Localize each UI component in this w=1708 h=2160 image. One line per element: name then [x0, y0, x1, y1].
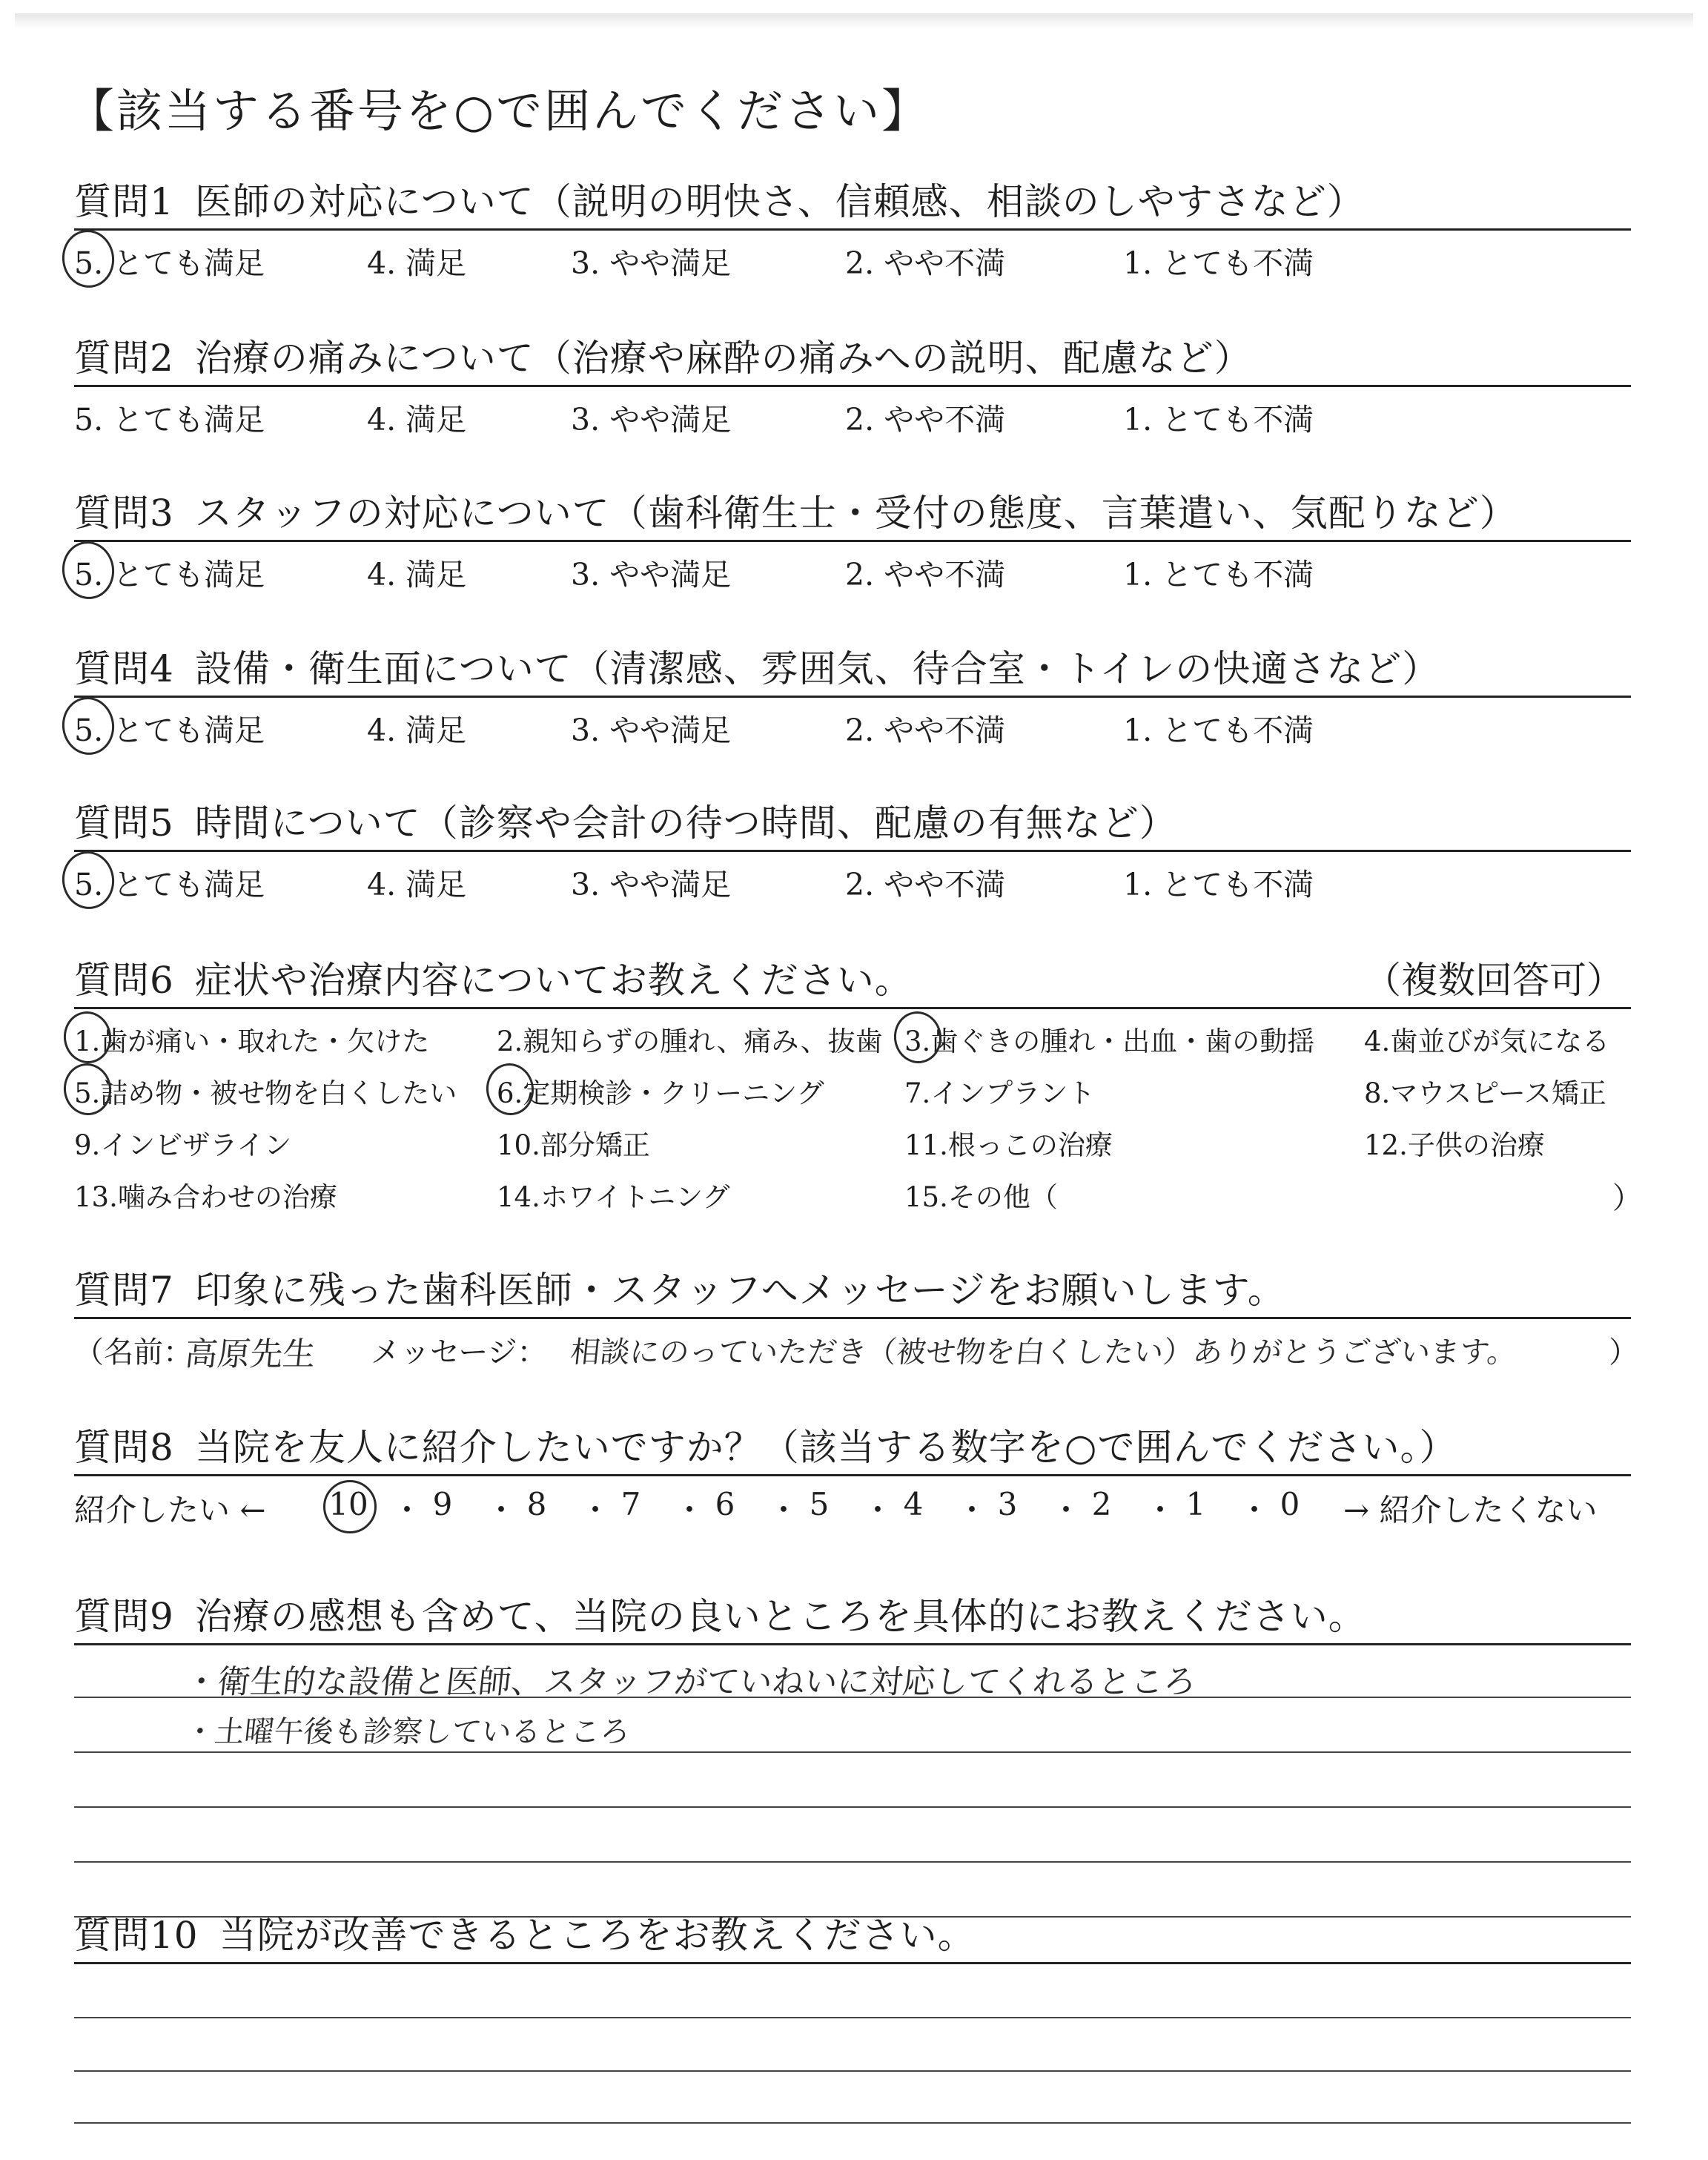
- rule: [74, 1474, 1631, 1476]
- symptom-option-8[interactable]: 8.マウスピース矯正: [1364, 1077, 1606, 1109]
- question-3-title: 質問3 スタッフの対応について（歯科衛生士・受付の態度、言葉遣い、気配りなど）: [74, 492, 1517, 535]
- rating-option-5[interactable]: 5. とても満足: [74, 239, 265, 283]
- rating-option-2[interactable]: 2. やや不満: [845, 867, 1006, 902]
- answer-line: [74, 1697, 1631, 1698]
- rating-option-2[interactable]: 2. やや不満: [845, 402, 1006, 437]
- message-value: 相談にのっていただき（被せ物を白くしたい）ありがとうございます。: [569, 1335, 1519, 1370]
- rating-option-3[interactable]: 3. やや満足: [571, 867, 732, 902]
- symptom-option-3[interactable]: 3.歯ぐきの腫れ・出血・歯の動揺: [904, 1019, 1314, 1059]
- rule: [74, 850, 1631, 852]
- recommend-score-9[interactable]: 9: [432, 1486, 453, 1522]
- answer-line: [74, 1861, 1631, 1863]
- rating-option-2[interactable]: 2. やや不満: [845, 245, 1006, 281]
- rating-option-1[interactable]: 1. とても不満: [1123, 867, 1314, 902]
- symptom-option-4[interactable]: 4.歯並びが気になる: [1364, 1025, 1610, 1057]
- symptom-option-15[interactable]: 15.その他（: [904, 1181, 1058, 1213]
- rating-option-3[interactable]: 3. やや満足: [571, 713, 732, 748]
- question-5-title: 質問5 時間について（診察や会計の待つ時間、配慮の有無など）: [74, 802, 1177, 845]
- answer-line: [74, 1751, 1631, 1753]
- rule: [74, 1007, 1631, 1009]
- symptom-option-14[interactable]: 14.ホワイトニング: [497, 1181, 730, 1213]
- recommend-score-2[interactable]: 2: [1091, 1486, 1112, 1522]
- symptom-option-11[interactable]: 11.根っこの治療: [904, 1129, 1113, 1161]
- selection-circle: [59, 227, 118, 291]
- rating-option-4[interactable]: 4. 満足: [367, 402, 467, 437]
- recommend-score-0[interactable]: 0: [1280, 1486, 1300, 1522]
- rating-option-1[interactable]: 1. とても不満: [1123, 245, 1314, 281]
- rating-option-1[interactable]: 1. とても不満: [1123, 402, 1314, 437]
- rule: [74, 696, 1631, 698]
- symptom-option-7[interactable]: 7.インプラント: [904, 1077, 1096, 1109]
- page-title: 【該当する番号を○で囲んでください】: [68, 84, 930, 138]
- symptom-option-1[interactable]: 1.歯が痛い・取れた・欠けた: [74, 1019, 429, 1059]
- rating-option-1[interactable]: 1. とても不満: [1123, 713, 1314, 748]
- multiple-answers-note: （複数回答可）: [1364, 959, 1623, 1002]
- recommend-score-7[interactable]: 7: [620, 1486, 641, 1522]
- scale-separator: ・: [391, 1492, 423, 1528]
- recommend-score-1[interactable]: 1: [1185, 1486, 1206, 1522]
- question-9-title: 質問9 治療の感想も含めて、当院の良いところを具体的にお教えください。: [74, 1595, 1366, 1638]
- rule: [74, 1317, 1631, 1319]
- rating-option-2[interactable]: 2. やや不満: [845, 713, 1006, 748]
- rule: [74, 1643, 1631, 1645]
- rating-option-3[interactable]: 3. やや満足: [571, 245, 732, 281]
- scale-separator: ・: [580, 1492, 612, 1528]
- selection-circle: [59, 694, 118, 759]
- rule: [74, 540, 1631, 542]
- rating-option-5[interactable]: 5. とても満足: [74, 550, 265, 594]
- answer-line: [74, 2122, 1631, 2124]
- question-7-title: 質問7 印象に残った歯科医師・スタッフへメッセージをお願いします。: [74, 1269, 1285, 1312]
- scale-separator: ・: [674, 1492, 706, 1528]
- symptom-option-9[interactable]: 9.インビザライン: [74, 1129, 292, 1161]
- rating-option-2[interactable]: 2. やや不満: [845, 557, 1006, 592]
- recommend-score-4[interactable]: 4: [903, 1486, 924, 1522]
- recommend-score-8[interactable]: 8: [526, 1486, 547, 1522]
- scale-separator: ・: [1050, 1492, 1082, 1528]
- rating-option-4[interactable]: 4. 満足: [367, 867, 467, 902]
- question-10-title: 質問10 当院が改善できるところをお教えください。: [74, 1914, 976, 1957]
- recommend-left-label: 紹介したい ←: [74, 1492, 266, 1528]
- rating-option-5[interactable]: 5. とても満足: [74, 706, 265, 750]
- scale-separator: ・: [768, 1492, 800, 1528]
- scale-separator: ・: [956, 1492, 988, 1528]
- symptom-option-6[interactable]: 6.定期検診・クリーニング: [497, 1071, 824, 1111]
- rating-option-3[interactable]: 3. やや満足: [571, 557, 732, 592]
- name-label: （名前：: [74, 1335, 193, 1370]
- good-points-answer: ・衛生的な設備と医師、スタッフがていねいに対応してくれるところ: [182, 1663, 1199, 1701]
- name-value: 高原先生: [182, 1335, 318, 1373]
- scale-separator: ・: [862, 1492, 894, 1528]
- recommend-score-3[interactable]: 3: [997, 1486, 1018, 1522]
- symptom-option-12[interactable]: 12.子供の治療: [1364, 1129, 1545, 1161]
- recommend-right-label: → 紹介したくない: [1343, 1492, 1598, 1528]
- scale-separator: ・: [486, 1492, 517, 1528]
- other-paren-close: ）: [1612, 1181, 1642, 1215]
- rating-option-3[interactable]: 3. やや満足: [571, 402, 732, 437]
- question-8-title: 質問8 当院を友人に紹介したいですか？（該当する数字を○で囲んでください。）: [74, 1426, 1457, 1469]
- answer-line: [74, 2070, 1631, 2072]
- rating-option-4[interactable]: 4. 満足: [367, 713, 467, 748]
- rating-option-4[interactable]: 4. 満足: [367, 557, 467, 592]
- rating-option-5[interactable]: 5. とても満足: [74, 402, 265, 437]
- selection-circle: [59, 848, 118, 913]
- symptom-option-2[interactable]: 2.親知らずの腫れ、痛み、抜歯: [497, 1025, 883, 1057]
- rating-option-5[interactable]: 5. とても満足: [74, 860, 265, 904]
- rule: [74, 1962, 1631, 1964]
- question-4-title: 質問4 設備・衛生面について（清潔感、雰囲気、待合室・トイレの快適さなど）: [74, 647, 1440, 690]
- answer-line: [74, 2017, 1631, 2018]
- scale-separator: ・: [1145, 1492, 1176, 1528]
- rule: [74, 228, 1631, 231]
- symptom-option-5[interactable]: 5.詰め物・被せ物を白くしたい: [74, 1071, 457, 1111]
- recommend-score-6[interactable]: 6: [715, 1486, 735, 1522]
- question-6-title: 質問6 症状や治療内容についてお教えください。: [74, 959, 913, 1002]
- scan-edge: [15, 13, 1693, 30]
- message-close: ）: [1609, 1335, 1638, 1370]
- answer-line: [74, 1806, 1631, 1808]
- scale-separator: ・: [1239, 1492, 1271, 1528]
- good-points-answer: ・土曜午後も診察しているところ: [183, 1715, 632, 1749]
- rule: [74, 385, 1631, 387]
- rating-option-1[interactable]: 1. とても不満: [1123, 557, 1314, 592]
- question-2-title: 質問2 治療の痛みについて（治療や麻酔の痛みへの説明、配慮など）: [74, 337, 1252, 380]
- question-1-title: 質問1 医師の対応について（説明の明快さ、信頼感、相談のしやすさなど）: [74, 180, 1365, 223]
- recommend-score-10[interactable]: 10: [326, 1486, 371, 1522]
- symptom-option-10[interactable]: 10.部分矯正: [497, 1129, 650, 1161]
- message-label: メッセージ：: [371, 1335, 547, 1370]
- selection-circle: [59, 538, 118, 603]
- recommend-score-5[interactable]: 5: [809, 1486, 830, 1522]
- rating-option-4[interactable]: 4. 満足: [367, 245, 467, 281]
- symptom-option-13[interactable]: 13.噛み合わせの治療: [74, 1181, 337, 1213]
